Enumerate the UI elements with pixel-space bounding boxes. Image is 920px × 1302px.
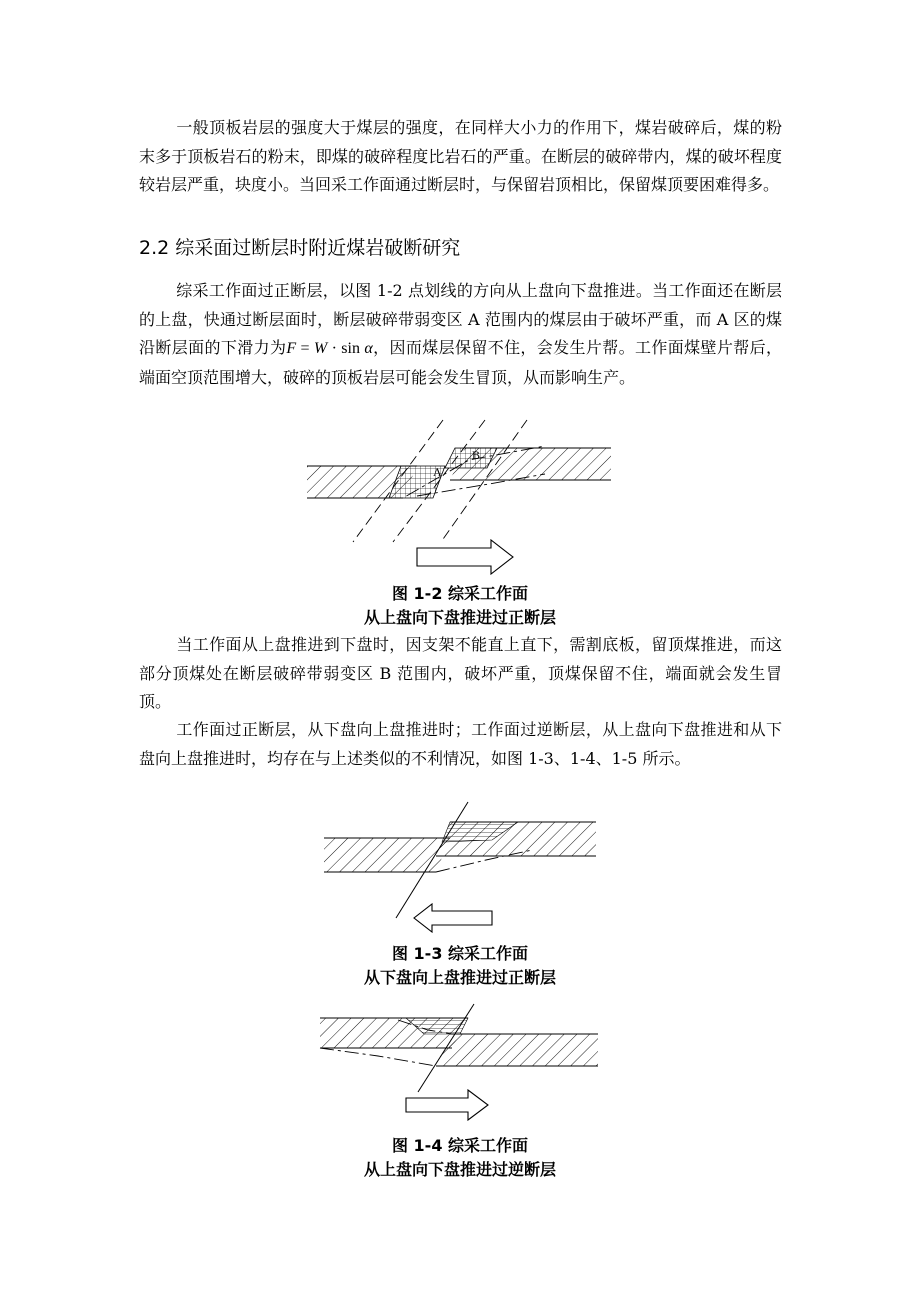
- caption-line: 从上盘向下盘推进过正断层: [363, 608, 556, 627]
- figure-1-3-diagram: [322, 800, 602, 940]
- caption-line: 图 1-3 综采工作面: [391, 944, 529, 963]
- paragraph-text: 综采工作面过正断层，以图 1-2 点划线的方向从上盘向下盘推进。当工作面还在断层的上盘，快通过断层面时，断层破碎带弱变区 A 范围内的煤层由于破坏严重，而 A 区的煤沿断层面的下滑力为: [139, 281, 782, 357]
- paragraph-text: 当工作面从上盘推进到下盘时，因支架不能直上直下，需割底板，留顶煤推进，而这部分顶煤处在断层破碎带弱变区 B 范围内，破坏严重，顶煤保留不住，端面就会发生冒顶。: [139, 635, 782, 711]
- figure-1-3-caption: [0, 942, 920, 990]
- paragraph-roof-strength: [139, 114, 782, 200]
- caption-line: 图 1-4 综采工作面: [391, 1136, 529, 1155]
- sliding-force-formula: F = W · sin α: [286, 340, 373, 357]
- paragraph-text: 工作面过正断层，从下盘向上盘推进时；工作面过逆断层，从上盘向下盘推进和从下盘向上盘推进时，均存在与上述类似的不利情况，如图 1-3、1-4、1-5 所示。: [139, 720, 782, 768]
- coal-seam-footwall: [436, 1034, 598, 1066]
- paragraph-other-cases: [139, 716, 782, 773]
- figure-1-2-diagram: [305, 418, 615, 578]
- section-heading: 2.2 综采面过断层时附近煤岩破断研究: [139, 237, 461, 259]
- advance-arrow-right: [417, 540, 513, 574]
- paragraph-normal-fault-advance: [139, 277, 782, 392]
- paragraph-text: ，因而煤层保留不住，会发生片帮。工作面煤壁片帮后，端面空顶范围增大，破碎的顶板岩层可能会发生冒顶，从而影响生产。: [139, 338, 782, 387]
- advance-arrow-left: [414, 904, 492, 932]
- zone-b-label: B: [472, 448, 481, 462]
- figure-1-4-caption: [0, 1134, 920, 1182]
- figure-1-2-caption: [0, 582, 920, 630]
- figure-1-4-diagram: [318, 1000, 603, 1130]
- paragraph-roof-fall: [139, 631, 782, 717]
- advance-arrow-right: [406, 1090, 488, 1120]
- fault-boundary-line: [441, 420, 527, 542]
- caption-line: 图 1-2 综采工作面: [391, 584, 529, 603]
- advance-direction-line: [320, 1048, 436, 1066]
- caption-line: 从下盘向上盘推进过正断层: [363, 968, 556, 987]
- caption-line: 从上盘向下盘推进过逆断层: [363, 1160, 556, 1179]
- coal-seam-footwall: [324, 838, 450, 872]
- zone-a-label: A: [433, 465, 442, 479]
- paragraph-text: 一般顶板岩层的强度大于煤层的强度，在同样大小力的作用下，煤岩破碎后，煤的粉末多于顶板岩石的粉末，即煤的破碎程度比岩石的严重。在断层的破碎带内，煤的破坏程度较岩层严重，块度小。当回采工作面通过断层时，与保留岩顶相比，保留煤顶要困难得多。: [139, 118, 782, 194]
